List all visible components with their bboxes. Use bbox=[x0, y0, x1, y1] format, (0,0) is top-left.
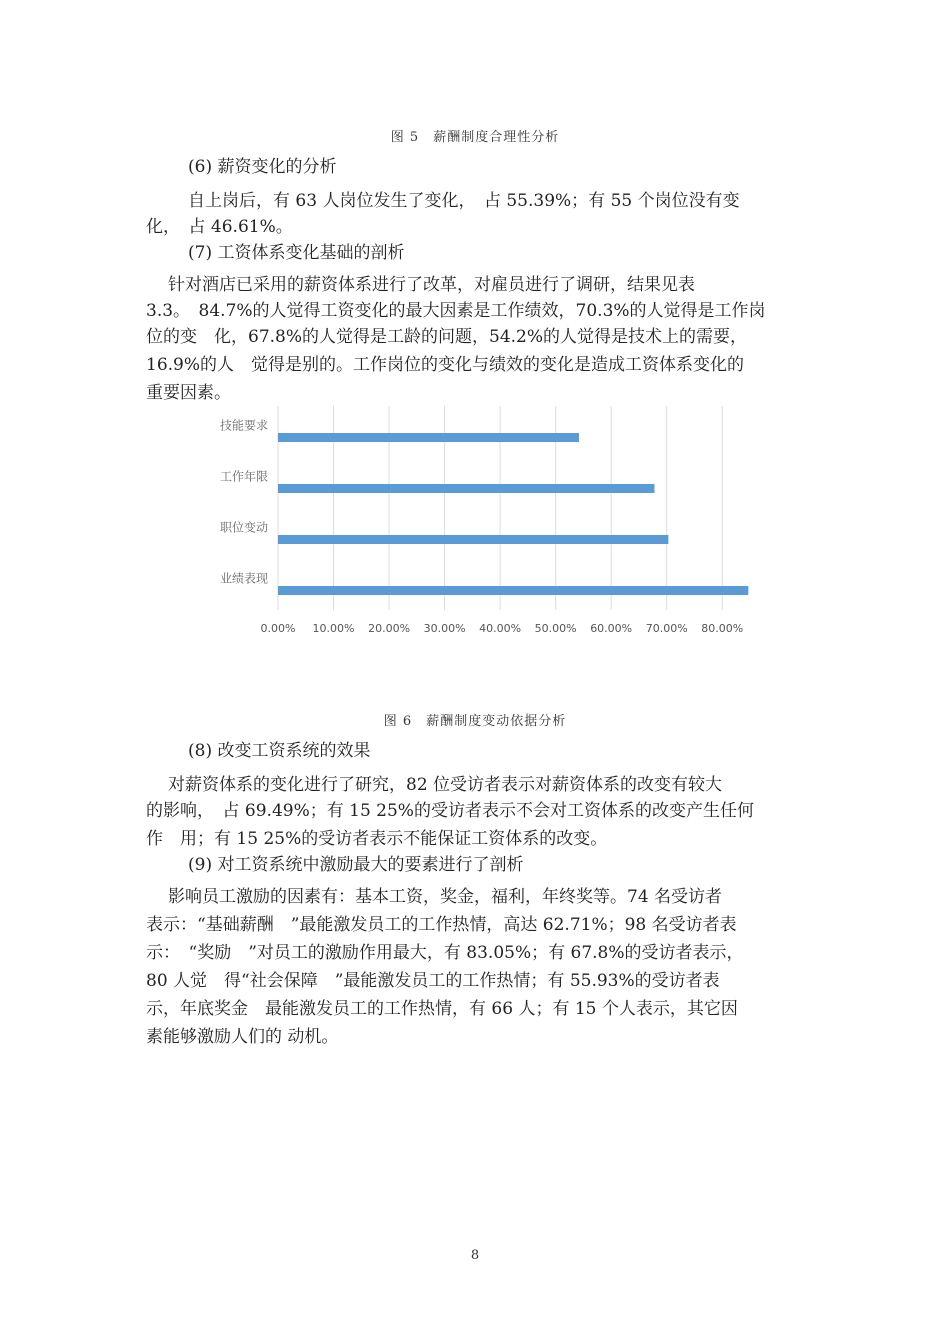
paragraph-line: 重要因素。 bbox=[146, 383, 231, 403]
bar bbox=[278, 535, 668, 544]
bar-chart-salary-change-basis bbox=[200, 398, 760, 648]
paragraph-line: 素能够激励人们的 动机。 bbox=[146, 1027, 339, 1047]
paragraph-line: 位的变 化，67.8%的人觉得是工龄的问题，54.2%的人觉得是技术上的需要， bbox=[146, 327, 748, 347]
paragraph-line: 16.9%的人 觉得是别的。工作岗位的变化与绩效的变化是造成工资体系变化的 bbox=[146, 355, 745, 375]
paragraph-line: 对薪资体系的变化进行了研究，82 位受访者表示对薪资体系的改变有较大 bbox=[168, 775, 723, 795]
paragraph-line: 自上岗后，有 63 人岗位发生了变化， 占 55.39%；有 55 个岗位没有变 bbox=[188, 191, 740, 211]
x-tick-label: 70.00% bbox=[645, 622, 688, 635]
section-heading-8: (8) 改变工资系统的效果 bbox=[188, 741, 371, 761]
paragraph-line: 化， 占 46.61%。 bbox=[146, 217, 293, 237]
category-label: 职位变动 bbox=[219, 520, 268, 535]
x-tick-label: 30.00% bbox=[423, 622, 466, 635]
x-tick-label: 40.00% bbox=[479, 622, 522, 635]
bar bbox=[278, 484, 654, 493]
bar bbox=[278, 586, 748, 595]
paragraph-line: 针对酒店已采用的薪资体系进行了改革，对雇员进行了调研，结果见表 bbox=[168, 275, 695, 295]
figure-5-caption: 图 5 薪酬制度合理性分析 bbox=[390, 130, 560, 145]
x-tick-label: 0.00% bbox=[260, 622, 296, 635]
paragraph-line: 示： “奖励 ”对员工的激励作用最大，有 83.05%；有 67.8%的受访者表示， bbox=[146, 943, 744, 963]
paragraph-line: 表示：“基础薪酬 ”最能激发员工的工作热情，高达 62.71%；98 名受访者表 bbox=[146, 915, 737, 935]
section-heading-6: (6) 薪资变化的分析 bbox=[188, 157, 337, 177]
paragraph-line: 3.3。 84.7%的人觉得工资变化的最大因素是工作绩效，70.3%的人觉得是工作岗 bbox=[146, 301, 766, 321]
paragraph-line: 示，年底奖金 最能激发员工的工作热情，有 66 人；有 15 个人表示，其它因 bbox=[146, 999, 738, 1019]
paragraph-line: 的影响， 占 69.49%；有 15 25%的受访者表示不会对工资体系的改变产生任何 bbox=[146, 801, 754, 821]
paragraph-line: 80 人觉 得“社会保障 ”最能激发员工的工作热情；有 55.93%的受访者表 bbox=[146, 971, 720, 991]
section-heading-7: (7) 工资体系变化基础的剖析 bbox=[188, 243, 405, 263]
x-tick-label: 80.00% bbox=[701, 622, 744, 635]
bar bbox=[278, 433, 579, 442]
paragraph-line: 影响员工激励的因素有：基本工资，奖金，福利，年终奖等。74 名受访者 bbox=[168, 887, 723, 907]
x-tick-label: 60.00% bbox=[590, 622, 633, 635]
figure-6-caption: 图 6 薪酬制度变动依据分析 bbox=[383, 714, 567, 729]
category-label: 工作年限 bbox=[219, 469, 268, 484]
page-number: 8 bbox=[470, 1248, 480, 1263]
x-tick-label: 10.00% bbox=[312, 622, 355, 635]
category-label: 业绩表现 bbox=[219, 571, 268, 586]
x-tick-label: 20.00% bbox=[368, 622, 411, 635]
x-tick-label: 50.00% bbox=[534, 622, 577, 635]
section-heading-9: (9) 对工资系统中激励最大的要素进行了剖析 bbox=[188, 855, 524, 875]
category-label: 技能要求 bbox=[219, 418, 268, 433]
paragraph-line: 作 用；有 15 25%的受访者表示不能保证工资体系的改变。 bbox=[146, 829, 608, 849]
